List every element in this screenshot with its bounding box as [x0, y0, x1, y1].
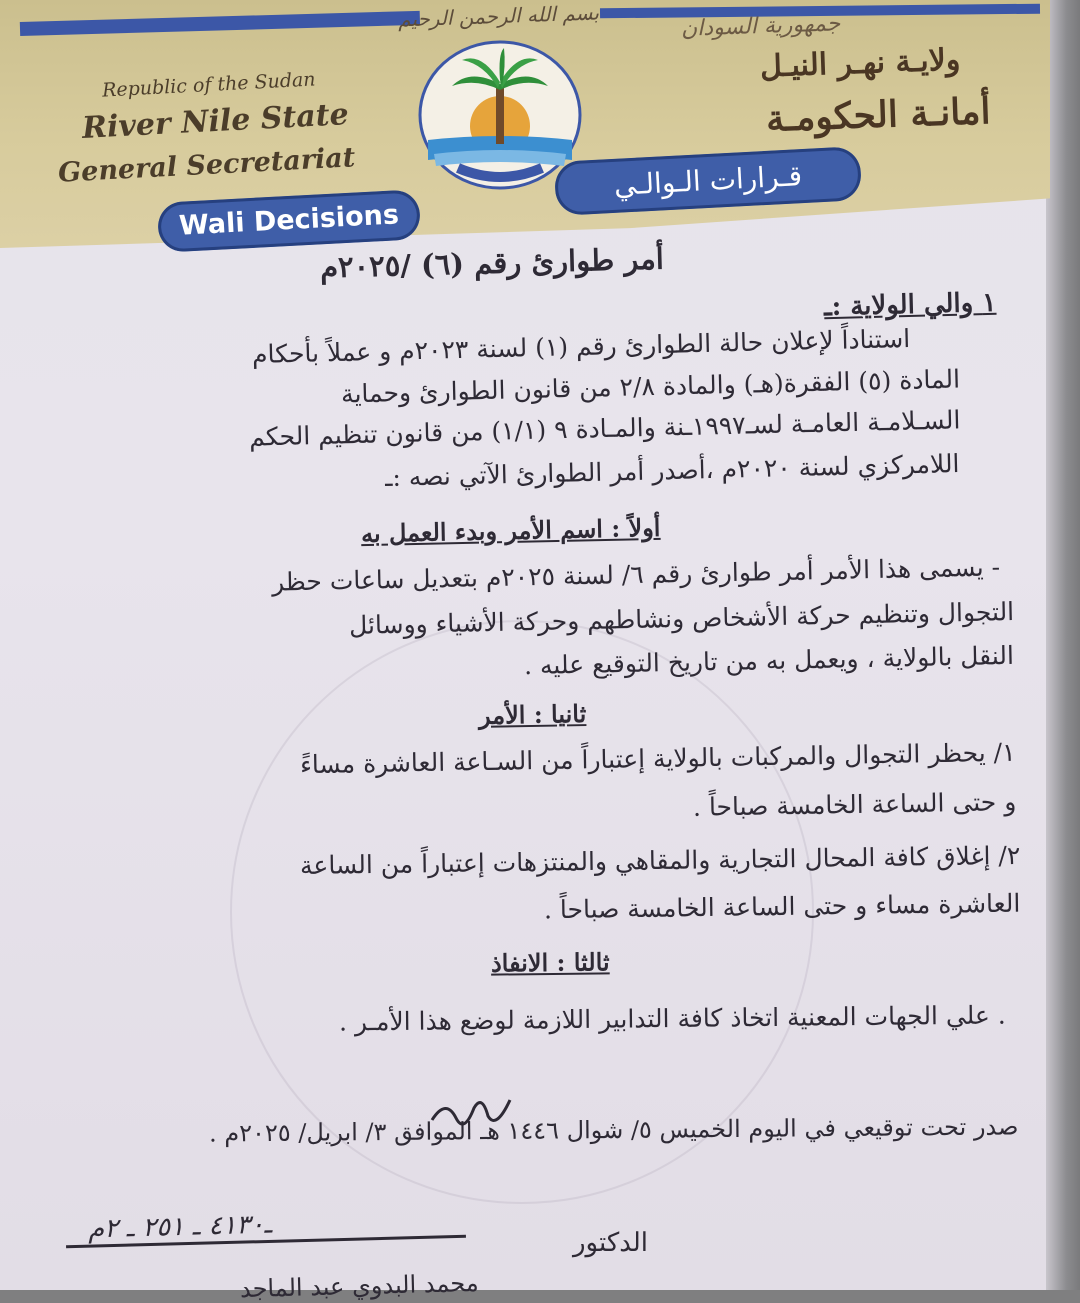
- order-item-1-line-2: و حتى الساعة الخامسة صباحاً .: [692, 787, 1017, 822]
- handwritten-reference-number: ـ٤١٣٠ ـ ٢٥١ ـ ٢م: [87, 1209, 273, 1245]
- state-name-arabic: ولايـة نهـر النيـل: [759, 42, 961, 85]
- order-item-2-line-1: ٢/ إغلاق كافة المحال التجارية والمقاهي والمنتزهات إعتباراً من الساعة: [299, 840, 1021, 881]
- doctor-title: الدكتور: [572, 1228, 648, 1258]
- state-name-english: River Nile State: [81, 97, 350, 146]
- page-edge-shadow: [1046, 0, 1080, 1290]
- basmala: بسم الله الرحمن الرحيم: [397, 0, 600, 32]
- palm-tree-emblem-icon: [418, 40, 582, 190]
- section1-line-3: النقل بالولاية ، ويعمل به من تاريخ التوقيع عليه .: [523, 640, 1015, 681]
- section3-line: . علي الجهات المعنية اتخاذ كافة التدابير اللازمة لوضع هذا الأمـر .: [339, 1000, 1007, 1037]
- order-title: أمر طوارئ رقم (٦) /٢٠٢٥م: [319, 241, 665, 285]
- preamble-line-1: استناداً لإعلان حالة الطوارئ رقم (١) لسنة ٢٠٢٣م و عملاً بأحكام: [251, 323, 911, 370]
- wali-decisions-arabic-badge: قـرارات الـوالـي: [554, 146, 862, 216]
- preamble-line-3: السـلامـة العامـة لسـ١٩٩٧ـنة والمـادة ٩ (١/١) من قانون تنظيم الحكم: [248, 405, 961, 452]
- section2-heading: ثانيا : الأمر: [478, 699, 587, 730]
- secretariat-name-arabic: أمانـة الحكومـة: [764, 90, 991, 140]
- preamble-line-4: اللامركزي لسنة ٢٠٢٠م ،أصدر أمر الطوارئ الآتي نصه :ـ: [385, 448, 961, 493]
- handwritten-signature-icon: [426, 1090, 516, 1140]
- preamble-line-2: المادة (٥) الفقرة(هـ) والمادة ٢/٨ من قانون الطوارئ وحماية: [340, 364, 961, 409]
- section3-heading: ثالثا : الانفاذ: [491, 947, 611, 978]
- issued-date-line: صدر تحت توقيعي في اليوم الخميس ٥/ شوال ١٤٤٦ هـ الموافق ٣/ ابريل/ ٢٠٢٥م .: [208, 1112, 1019, 1148]
- section1-line-1: - يسمى هذا الأمر أمر طوارئ رقم ٦/ لسنة ٢٠٢٥م بتعديل ساعات حظر: [271, 552, 1001, 597]
- signer-name-partial: محمد البدوي عبد الماجد: [239, 1268, 479, 1303]
- wali-decisions-english-badge: Wali Decisions: [157, 189, 421, 253]
- order-item-1-line-1: ١/ يحظر التجوال والمركبات بالولاية إعتباراً من السـاعة العاشرة مساءً: [300, 737, 1017, 780]
- republic-name-arabic: جمهورية السودان: [680, 11, 841, 42]
- secretariat-name-english: General Secretariat: [57, 142, 356, 189]
- greeting: ١ والي الولاية :ـ: [823, 287, 997, 323]
- section1-heading: أولاً : اسم الأمر وبدء العمل به: [360, 512, 661, 549]
- order-item-2-line-2: العاشرة مساء و حتى الساعة الخامسة صباحاً .: [543, 888, 1021, 925]
- section1-line-2: التجوال وتنظيم حركة الأشخاص ونشاطهم وحركة الأشياء ووسائل: [348, 597, 1015, 640]
- republic-name-english: Republic of the Sudan: [101, 68, 317, 102]
